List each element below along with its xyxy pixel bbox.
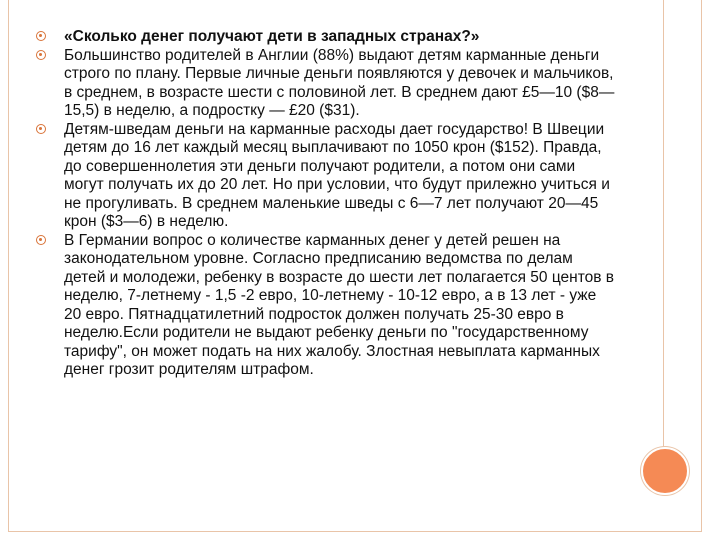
circle-bullet-icon [36, 124, 46, 134]
list-item [36, 232, 616, 380]
list-item-text: Детям-шведам деньги на карманные расходы дает государство! В Швеции детям до 16 лет каждый месяц выплачивают по 1050 крон ($152). Правда, до совершеннолетия эти деньги получают родители, а потом они сами могут получать их до 20 лет. Но при условии, что будут прилежно учиться и не прогуливать. В среднем маленькие шведы с 6—7 лет получают 20—45 крон ($3—6) в неделю. [64, 120, 610, 230]
list-item [36, 121, 616, 232]
circle-bullet-icon [36, 31, 46, 41]
circle-bullet-icon [36, 50, 46, 60]
list-item-text: Большинство родителей в Англии (88%) выдают детям карманные деньги строго по плану. Первые личные деньги появляются у девочек и мальчиков, в среднем, в возрасте шести с половиной лет. В среднем дают £5—10 ($8—15,5) в неделю, а подростку — £20 ($31). [64, 46, 615, 119]
list-item [36, 47, 616, 121]
list-item-text: «Сколько денег получают дети в западных странах?» [64, 28, 480, 45]
decorative-circle [641, 447, 689, 495]
bullet-list [36, 28, 616, 380]
list-item-text: В Германии вопрос о количестве карманных денег у детей решен на законодательном уровне. Согласно предписанию ведомства по делам детей и молодежи, ребенку в возрасте до шести лет полагается 50 центов в неделю, 7-летнему - 1,5 -2 евро, 10-летнему - 10-12 евро, а в 13 лет - уже 20 евро. Пятнадцатилетний подросток должен получать 25-30 евро в неделю.Если родители не выдают ребенку деньги по "государственному тарифу", он может подать на них жалобу. Злостная невыплата карманных денег грозит родителям штрафом. [64, 231, 615, 378]
list-item [36, 28, 616, 47]
decorative-line [663, 0, 664, 447]
circle-bullet-icon [36, 235, 46, 245]
